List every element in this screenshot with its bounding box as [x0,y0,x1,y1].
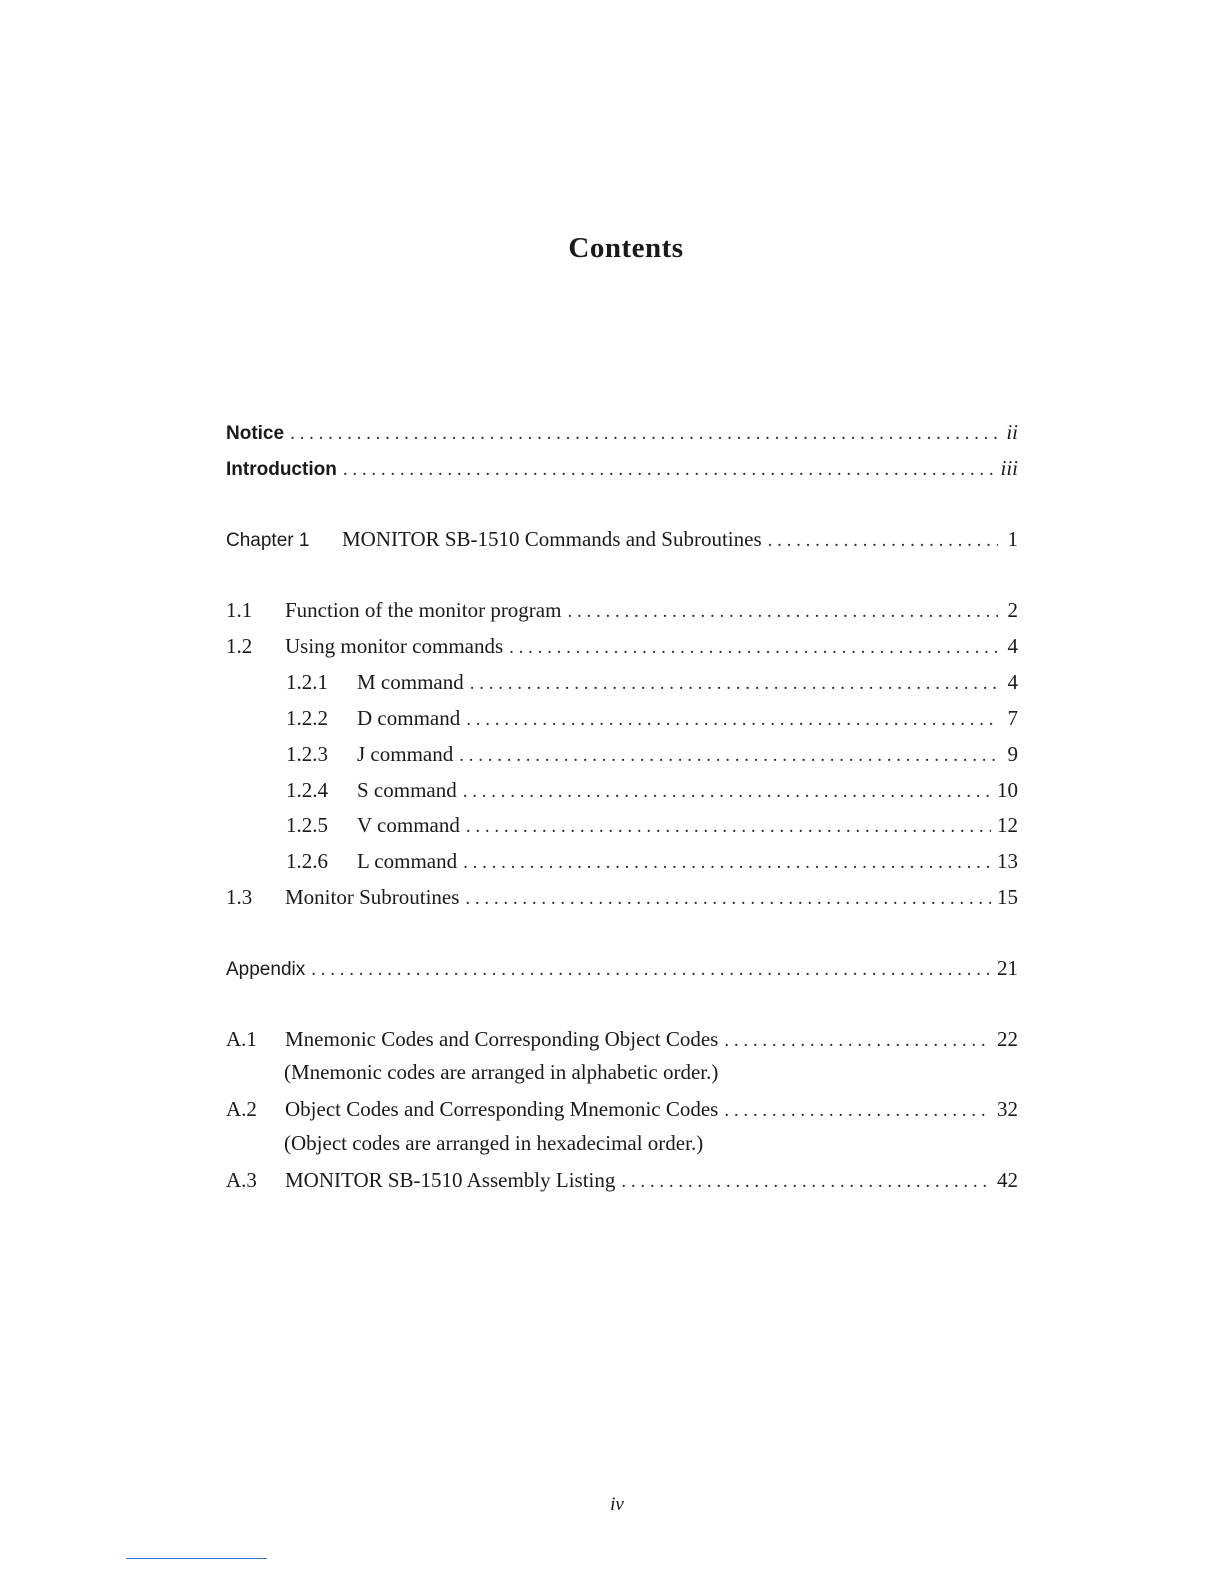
toc-entry-section[interactable] [226,882,1018,912]
toc-entry-subsection[interactable] [226,703,1018,733]
appendix-item-note: (Object codes are arranged in hexadecimal order.) [284,1131,704,1155]
toc-page-number: 15 [997,885,1018,909]
toc-page-number: 7 [1007,706,1018,730]
subsection-number: 1.2.4 [286,778,328,802]
subsection-title: L command [357,849,458,873]
leader-dots [621,1167,991,1197]
toc-page-number: 4 [1007,670,1018,694]
appendix-item-title: Mnemonic Codes and Corresponding Object Codes [285,1027,719,1051]
subsection-title: D command [357,706,461,730]
toc-entry-appendix-item[interactable] [226,1024,1018,1054]
toc-entry-label: Notice [226,423,285,444]
leader-dots [463,777,991,807]
leader-dots [567,597,998,627]
leader-dots [343,455,995,485]
chapter-title: MONITOR SB-1510 Commands and Subroutines [342,527,762,551]
toc-page-number: 12 [997,813,1018,837]
leader-dots [466,705,998,735]
toc-entry-subsection[interactable] [226,775,1018,805]
leader-dots [466,812,991,842]
toc-entry-notice[interactable] [226,417,1018,447]
toc-page-number: 1 [1007,527,1018,551]
leader-dots [470,669,998,699]
subsection-number: 1.2.5 [286,813,328,837]
subsection-title: S command [357,778,457,802]
toc-page-number: ii [1006,420,1018,444]
section-title: Monitor Subroutines [285,885,460,909]
toc-page-number: 42 [997,1168,1018,1192]
leader-dots [459,741,998,771]
footnote-rule [126,1558,267,1559]
toc-entry-subsection[interactable] [226,846,1018,876]
appendix-item-number: A.1 [226,1027,257,1051]
subsection-title: J command [357,742,454,766]
section-number: 1.2 [226,634,253,658]
appendix-label: Appendix [226,959,306,980]
toc-page-number: 13 [997,849,1018,873]
toc-entry-section[interactable] [226,631,1018,661]
section-number: 1.3 [226,885,253,909]
toc-page-number: 10 [997,778,1018,802]
toc-entry-subsection[interactable] [226,667,1018,697]
toc-entry-chapter-1[interactable] [226,524,1018,554]
appendix-item-number: A.2 [226,1097,257,1121]
leader-dots [465,884,991,914]
toc-page-number: 2 [1007,598,1018,622]
toc-page-number: 4 [1007,634,1018,658]
appendix-item-title: MONITOR SB-1510 Assembly Listing [285,1168,616,1192]
toc-page-number: 32 [997,1097,1018,1121]
subsection-number: 1.2.6 [286,849,328,873]
leader-dots [509,633,998,663]
toc-entry-appendix[interactable] [226,953,1018,983]
toc-page-number: 9 [1007,742,1018,766]
section-title: Function of the monitor program [285,598,562,622]
chapter-label: Chapter 1 [226,530,310,551]
leader-dots [463,848,991,878]
subsection-number: 1.2.2 [286,706,328,730]
page-title: Contents [568,232,684,264]
toc-page-number: iii [1000,456,1018,480]
subsection-title: M command [357,670,464,694]
toc-entry-section[interactable] [226,595,1018,625]
toc-page-number: 21 [997,956,1018,980]
leader-dots [724,1096,991,1126]
leader-dots [724,1026,991,1056]
section-title: Using monitor commands [285,634,504,658]
toc-entry-appendix-item[interactable] [226,1094,1018,1124]
appendix-item-title: Object Codes and Corresponding Mnemonic Codes [285,1097,719,1121]
toc-page-number: 22 [997,1027,1018,1051]
appendix-item-note: (Mnemonic codes are arranged in alphabetic order.) [284,1060,719,1084]
leader-dots [768,526,998,556]
toc-entry-subsection[interactable] [226,810,1018,840]
leader-dots [290,419,998,449]
subsection-title: V command [357,813,460,837]
subsection-number: 1.2.1 [286,670,328,694]
toc-entry-introduction[interactable] [226,453,1018,483]
appendix-item-number: A.3 [226,1168,257,1192]
subsection-number: 1.2.3 [286,742,328,766]
toc-entry-label: Introduction [226,459,337,480]
leader-dots [311,955,991,985]
section-number: 1.1 [226,598,253,622]
toc-entry-appendix-item[interactable] [226,1165,1018,1195]
footer-page-number: iv [610,1494,624,1515]
toc-entry-subsection[interactable] [226,739,1018,769]
